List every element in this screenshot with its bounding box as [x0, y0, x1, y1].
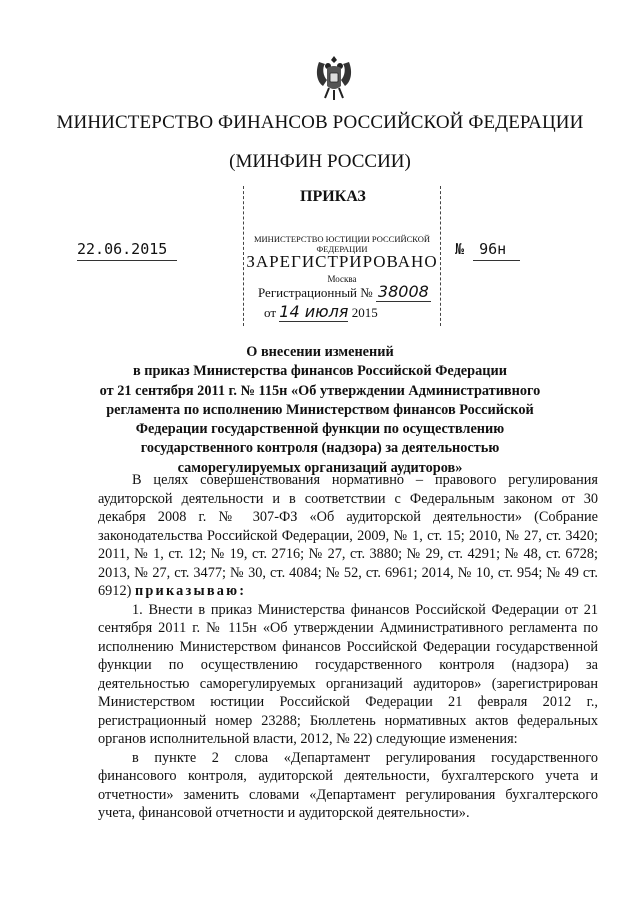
stamp-status: ЗАРЕГИСТРИРОВАНО — [246, 252, 438, 271]
number-label: № — [455, 240, 465, 258]
coat-of-arms-emblem — [313, 52, 355, 104]
stamp-from-label: от — [264, 305, 277, 320]
ministry-name: МИНИСТЕРСТВО ФИНАНСОВ РОССИЙСКОЙ ФЕДЕРАЦИИ — [56, 112, 584, 133]
registration-stamp — [243, 186, 441, 326]
preamble-paragraph — [98, 471, 598, 601]
title-line: от 21 сентября 2011 г. № 115н «Об утверждении Административного — [99, 382, 541, 399]
stamp-from-date: 14 июля — [279, 302, 349, 321]
title-line: регламента по исполнению Министерством финансов Российской — [106, 401, 534, 418]
stamp-from-line — [264, 302, 378, 321]
document-title — [0, 343, 640, 478]
preamble-text: В целях совершенствования нормативно – правового регулирования аудиторской деятельности и в соответствии с Федеральным законом от 30 декабря 2008 г. № 307-ФЗ «Об аудиторской деятельности» (Собрание законодательства Российской Федерации, 2009, № 1, ст. 15; 2010, № 27, ст. 3420; 2011, № 1, ст. 12; № 19, ст. 2716; № 27, ст. 3880; № 29, ст. 4291; № 48, ст. 6728; 2013, № 27, ст. 3477; № 30, ст. 4084; № 52, ст. 6961; 2014, № 10, ст. 954; № 49 ст. 6912) — [98, 472, 598, 599]
document-date: 22.06.2015 — [77, 240, 177, 261]
clause-1-paragraph: 1. Внести в приказ Министерства финансов Российской Федерации от 21 сентября 2011 г. № 115н «Об утверждении Административного регламента по исполнению Министерством финансов Российской Федерации государственной функции по осуществлению государственного контроля (надзора) за деятельностью саморегулируемых организаций аудиторов» (зарегистрирован Министерством юстиции Российской Федерации 21 февраля 2012 г., регистрационный номер 23288; Бюллетень нормативных актов федеральных органов исполнительной власти, 2012, № 22) следующие изменения: — [98, 601, 598, 747]
title-line: в приказ Министерства финансов Российской Федерации — [133, 363, 507, 380]
document-number: 96н — [473, 240, 520, 261]
clause-1-change-paragraph: в пункте 2 слова «Департамент регулирования государственного финансового контроля, аудиторской деятельности, бухгалтерского учета и отчетности» заменить словами «Департамент регулирования бухгалтерского учета, финансовой отчетности и аудиторской деятельности». — [98, 749, 598, 821]
ministry-short-name: (МИНФИН РОССИИ) — [229, 151, 411, 172]
stamp-city: Москва — [327, 274, 357, 284]
stamp-reg-label: Регистрационный № — [258, 285, 373, 300]
stamp-reg-number: 38008 — [377, 282, 429, 301]
order-word: приказываю: — [134, 583, 247, 599]
document-type: ПРИКАЗ — [300, 188, 366, 205]
title-line: О внесении изменений — [246, 344, 394, 360]
stamp-year-suffix: 2015 — [351, 305, 378, 320]
document-body — [98, 471, 598, 823]
title-line: Федерации государственной функции по осуществлению — [135, 421, 505, 438]
stamp-reg-line — [258, 282, 431, 301]
stamp-ministry: МИНИСТЕРСТВО ЮСТИЦИИ РОССИЙСКОЙ ФЕДЕРАЦИИ — [253, 234, 431, 254]
document-number-line — [455, 240, 520, 258]
title-line: государственного контроля (надзора) за деятельностью — [140, 440, 500, 457]
title-line: саморегулируемых организаций аудиторов» — [177, 459, 463, 476]
